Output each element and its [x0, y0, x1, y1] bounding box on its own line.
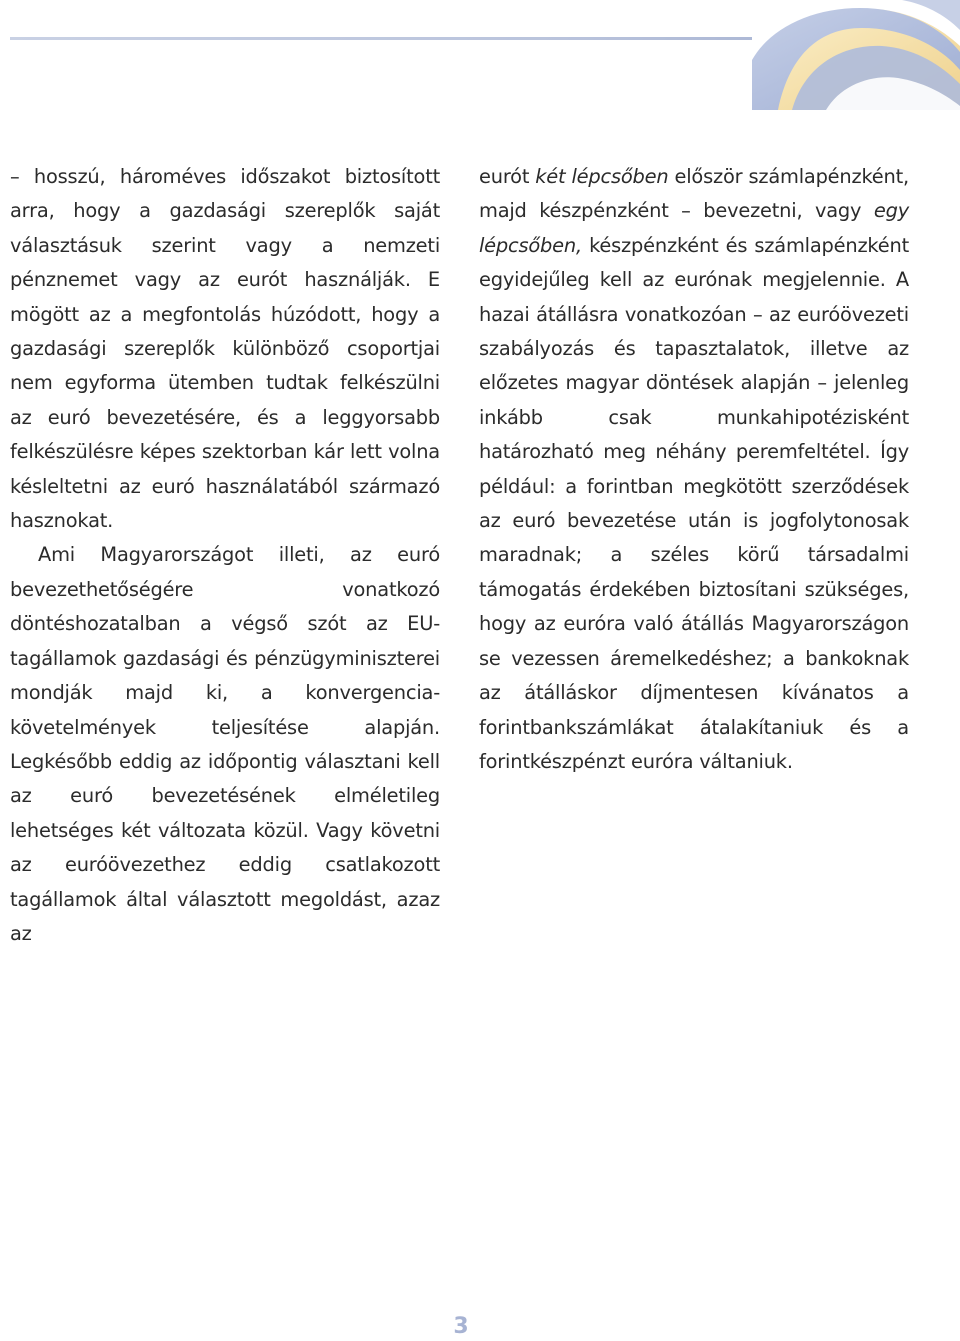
right-text-segment: eurót: [479, 165, 536, 188]
header-rule: [10, 37, 800, 40]
right-text-column: [479, 160, 909, 779]
italic-phrase-one-step: egy lépcsőben,: [479, 199, 909, 257]
left-text-column: [10, 160, 440, 951]
left-paragraph-1: – hosszú, hároméves időszakot biztosított arra, hogy a gazdasági szereplők saját választásuk szerint vagy a nemzeti pénznemet vagy az eurót használják. E mögött az a megfontolás húzódott, hogy a gazdasági szereplők különböző csoportjai nem egyforma ütemben tudtak felkészülni az euró bevezetésére, és a leggyorsabb felkészülésre képes szektorban kár lett volna késleltetni az euró használatából származó hasznokat.: [10, 165, 440, 533]
italic-phrase-two-steps: két lépcsőben: [535, 165, 669, 188]
right-paragraph: [479, 160, 909, 779]
left-paragraph-2: Ami Magyarországot illeti, az euró bevezethetőségére vonatkozó döntéshozatalban a végső szót az EU-tagállamok gazdasági és pénzügyminiszterei mondják majd ki, a konvergencia-követelmények teljesítése alapján. Legkésőbb eddig az időpontig választani kell az euró bevezetésének elméletileg lehetséges két változata közül. Vagy követni az euróövezethez eddig csatlakozott tagállamok által választott megoldást, azaz az: [10, 543, 440, 945]
euro-arc-logo-icon: [752, 0, 960, 110]
right-text-segment: készpénzként és számlapénzként egyidejűleg kell az eurónak megjelennie. A hazai átállásra vonatkozóan – az euróövezeti szabályozás és tapasztalatok, illetve az előzetes magyar döntések alapján – jelenleg inkább csak munkahipotézisként határozható meg néhány peremfeltétel. Így például: a forintban megkötött szerződések az euró bevezetése után is jogfolytonosak maradnak; a széles körű társadalmi támogatás érdekében biztosítani szükséges, hogy az euróra való átállás Magyarországon se vezessen áremelkedéshez; a bankoknak az átálláskor díjmentesen kívánatos a forintbankszámlákat átalakítaniuk és a forintkészpénzt euróra váltaniuk.: [479, 233, 909, 773]
page-number: 3: [453, 1314, 469, 1339]
right-text-segment: először számlapénzként, majd készpénzként – bevezetni, vagy: [479, 165, 909, 223]
